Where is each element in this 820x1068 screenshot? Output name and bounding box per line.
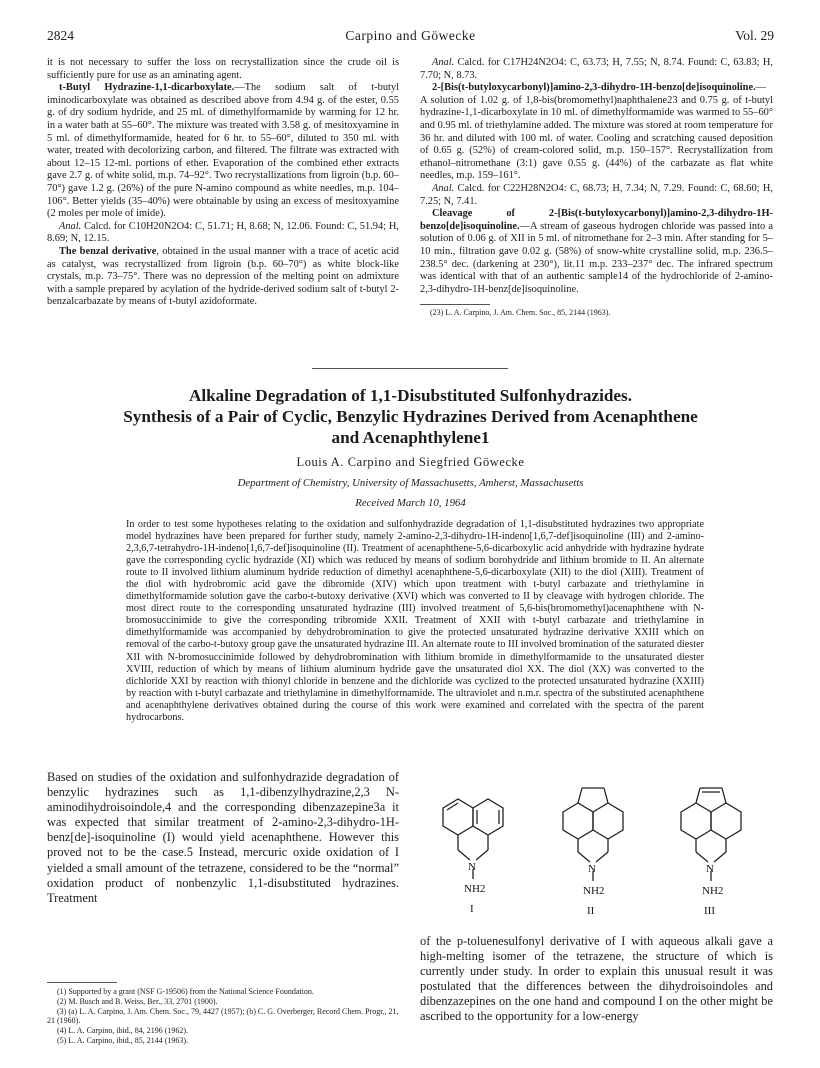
structure-substituent-label: NH2 — [583, 885, 605, 897]
structure-atom-label: N — [588, 863, 596, 875]
footnote-rule — [47, 982, 117, 983]
paragraph-text: Calcd. for C17H24N2O4: C, 63.73; H, 7.55; N, 8.74. Found: C, 63.83; H, 7.70; N, 8.73. — [420, 57, 773, 81]
affiliation: Department of Chemistry, University of Massachusetts, Amherst, Massachusetts — [237, 477, 584, 489]
paragraph — [420, 208, 773, 296]
structure-number-label: I — [470, 903, 474, 915]
anal-label: Anal. — [59, 220, 82, 232]
structure-atom-label: N — [468, 861, 476, 873]
footnote: (23) L. A. Carpino, J. Am. Chem. Soc., 85, 2144 (1963). — [430, 308, 611, 318]
footnotes — [47, 987, 399, 1046]
footnote: (1) Supported by a grant (NSF G-19506) from the National Science Foundation. — [57, 987, 314, 996]
title-line: Synthesis of a Pair of Cyclic, Benzylic Hydrazines Derived from Acenaphthene — [123, 407, 698, 426]
experimental-left-column — [47, 57, 399, 309]
paragraph — [420, 82, 773, 183]
title-line: Alkaline Degradation of 1,1-Disubstituted Sulfonhydrazides. — [188, 386, 633, 405]
structure-number-label: II — [587, 905, 595, 917]
paragraph: it is not necessary to suffer the loss on recrystallization since the crude oil is sufficiently pure for use as an aminating agent. — [47, 57, 399, 81]
footnote: (5) L. A. Carpino, ibid., 85, 2144 (1963). — [57, 1035, 189, 1045]
title-separator-rule — [312, 368, 508, 369]
body-text-left: Based on studies of the oxidation and sulfonhydrazide degradation of benzylic hydrazines such as 1,1-dibenzylhydrazine,2,3 N-aminodihydroisoindole,4 and the corresponding dibenzazepine3a it was expected that similar treatment of 2-amino-2,3-dihydro-1H-benz[de]-isoquinoline (I) would yield acenaphthene. However this proved not to be the case.5 Instead, mercuric oxide oxidation of I yielded a small amount of the tetrazene, considered to be the “normal” oxidation product of nonbenzylic 1,1-disubstituted hydrazines. Treatment — [47, 770, 399, 905]
paragraph — [47, 246, 399, 309]
paragraph — [47, 82, 399, 221]
structure-substituent-label: NH2 — [464, 883, 486, 895]
title-line: and Acenaphthylene1 — [331, 428, 490, 447]
anal-label: Anal. — [432, 57, 455, 68]
volume-label: Vol. 29 — [735, 28, 774, 43]
structures-figure — [420, 778, 774, 928]
authors: Louis A. Carpino and Siegfried Göwecke — [296, 455, 525, 469]
section-heading: Cleavage of 2-[Bis(t-butyloxycarbonyl)]amino-2,3-dihydro-1H-benzo[de]isoquinoline. — [420, 208, 773, 232]
anal-label: Anal. — [432, 182, 455, 194]
paragraph-text: Calcd. for C22H28N2O4: C, 68.73; H, 7.34; N, 7.29. Found: C, 68.60; H, 7.25; N, 7.41. — [420, 182, 773, 207]
paragraph-text: —A stream of gaseous hydrogen chloride was passed into a solution of 0.06 g. of XII in 5 ml. of nitromethane for 2–3 min. After standing for 5–10 min., filtration gave 0.02 g. (58%) of snow-white crystalline solid, m.p. 236.5–238.5° dec. (darkening at 230°), lit.11 m.p. 233–237° dec. The infrared spectrum was identical with that of an authentic sample14 of the hydrochloride of 2-amino-2,3-dihydro-1H-benz[de]isoquinoline. — [420, 220, 773, 295]
structure-substituent-label: NH2 — [702, 885, 724, 897]
paragraph — [47, 221, 399, 246]
paragraph — [420, 57, 773, 82]
footnote: (2) M. Busch and B. Weiss, Ber., 33, 2701 (1900). — [57, 996, 218, 1006]
structure-number-label: III — [704, 905, 715, 917]
footnote-rule — [420, 304, 490, 305]
page-number: 2824 — [47, 28, 74, 43]
experimental-right-column — [420, 57, 773, 318]
section-heading: t-Butyl Hydrazine-1,1-dicarboxylate. — [59, 82, 235, 94]
paragraph-text: —The sodium salt of t-butyl iminodicarboxylate was obtained as described above from 4.94 g. of the ester, 0.55 g. of dry sodium hydride, and 25 ml. of dimethylformamide by warming for 12 hr. in a water bath at 55–60°. The mixture was treated with 3.58 g. of mesitoxyamine in 5 ml. of dimethylformamide, heated for 6 hr. to 55–60°, diluted to 350 ml. with water, treated with decolorizing carbon, and filtered. The filtrate was extracted with about 12–15 12-ml. portions of ether. Evaporation of the combined ether extracts gave 2.7 g. of white solid, m.p. 74–92°. Two recrystallizations from ligroin (b.p. 60–70°) gave 1.2 g. (26%) of the pure N-amino compound as white needles, m.p. 104–106°. Better yields (35–40%) were obtainable by using an excess of mesitoxyamine (2 moles per mole of imide). — [47, 82, 400, 220]
section-heading: 2-[Bis(t-butyloxycarbonyl)]amino-2,3-dihydro-1H-benzo[de]isoquinoline. — [432, 82, 756, 94]
paragraph-text: —A solution of 1.02 g. of 1,8-bis(bromomethyl)naphthalene23 and 0.75 g. of t-butyl hydrazine-1,1-dicarboxylate in 10 ml. of dimethylformamide was warmed to 55–60° and 0.95 ml. of triethylamine added. The mixture was stored at room temperature for 36 hr. and diluted with 100 ml. of water. Cooling and scratching caused deposition of 0.65 g. (52%) of cream-colored solid, m.p. 150–157°. Recrystallization from ethanol–nitromethane (3:1) gave 0.55 g. (44%) of the carbazate as flat white needles, m.p. 159–161°. — [420, 82, 773, 182]
footnote: (4) L. A. Carpino, ibid., 84, 2196 (1962). — [57, 1026, 189, 1036]
running-header — [47, 28, 774, 46]
running-title: Carpino and Göwecke — [345, 28, 476, 43]
abstract: In order to test some hypotheses relating to the oxidation and sulfonhydrazide degradation of 1,1-disubstituted hydrazines two appropriate model hydrazines have been prepared for further study, namely 2-amino-2,3-dihydro-1H-indeno[1,6,7-def]isoquinoline (III) and 2-amino-2,3,6,7-tetrahydro-1H-indeno[1,6,7-def]isoquinoline (II). Treatment of acenaphthene-5,6-dicarboxylic acid anhydride with hydrazine hydrate gave the corresponding cyclic hydrazide (XI) which was reduced by means of sodium borohydride and lithium bromide to II. An alternate route to II involved lithium aluminum hydride reduction of dimethyl acenaphthene-5,6-dicarboxylate (XII) to the diol (XIII). Treatment of the diol with hydrobromic acid gave the dibromide (XIV) which upon treatment with t-butyl carbazate and triethylamine in dimethylformamide solution gave the carbo-t-butoxy derivative (XVI) which was converted to II by cleavage with hydrogen chloride. The most direct route to the corresponding unsaturated hydrazine (III) involved treatment of 5,6-bis(bromomethyl)acenaphthene with N-bromosuccinimide to give the corresponding tribromide XXII. Treatment of XXII with t-butyl carbazate and triethylamine in dimethylformamide was accompanied by dehydrobromination to give the protected unsaturated hydrazine derivative XXIII which on removal of the carbo-t-butoxy group gave the unsaturated hydrazine III. An alternate route to III involved bromination of the saturated diester XII with N-bromosuccinimide followed by dehydrobromination with lithium bromide in dimethylformamide to the unsaturated diester XVIII, reduction of which by means of lithium aluminum hydride gave the unsaturated diol XX. The diol (XX) was converted to the dichloride XXI by reaction with thionyl chloride in benzene and the dichloride was cyclized to the protected unsaturated hydrazine (XXIII) by reaction with t-butyl carbazate and triethylamine in dimethylformamide. The ultraviolet and n.m.r. spectra of the substituted acenaphthene and acenaphthylene derivatives obtained during the course of this work were examined and correlated with the spectra of the parent hydrocarbons. — [126, 519, 704, 723]
paragraph-text: , obtained in the usual manner with a trace of acetic acid as catalyst, was recrystallized from ligroin (b.p. 60–70°) as white block-like crystals, m.p. 73–75°. There was no depression of the melting point on admixture with a sample prepared by acylation of the hydride-derived sodium salt of t-butyl 2-benzalcarbazate by means of t-butyl azidoformate. — [47, 245, 399, 308]
received-date: Received March 10, 1964 — [355, 497, 466, 509]
footnote: (3) (a) L. A. Carpino, J. Am. Chem. Soc., 79, 4427 (1957); (b) C. G. Overberger, Record Chem. Progr., 21, 21 (1960). — [47, 1006, 399, 1026]
section-heading: The benzal derivative — [59, 245, 157, 257]
body-text-right: of the p-toluenesulfonyl derivative of I with aqueous alkali gave a high-melting isomer of the tetrazene, the structure of which is currently under study. In order to explain this unusual result it was postulated that the differences between the dihydroisoindoles and dibenzazepines on the one hand and compound I on the other might be ascribed to the opportunity for a low-energy — [420, 934, 773, 1024]
structure-atom-label: N — [706, 863, 714, 875]
paragraph — [420, 183, 773, 208]
paragraph-text: Calcd. for C10H20N2O4: C, 51.71; H, 8.68; N, 12.06. Found: C, 51.94; H, 8.69; N, 12.15. — [47, 220, 399, 245]
article-title — [47, 385, 774, 448]
